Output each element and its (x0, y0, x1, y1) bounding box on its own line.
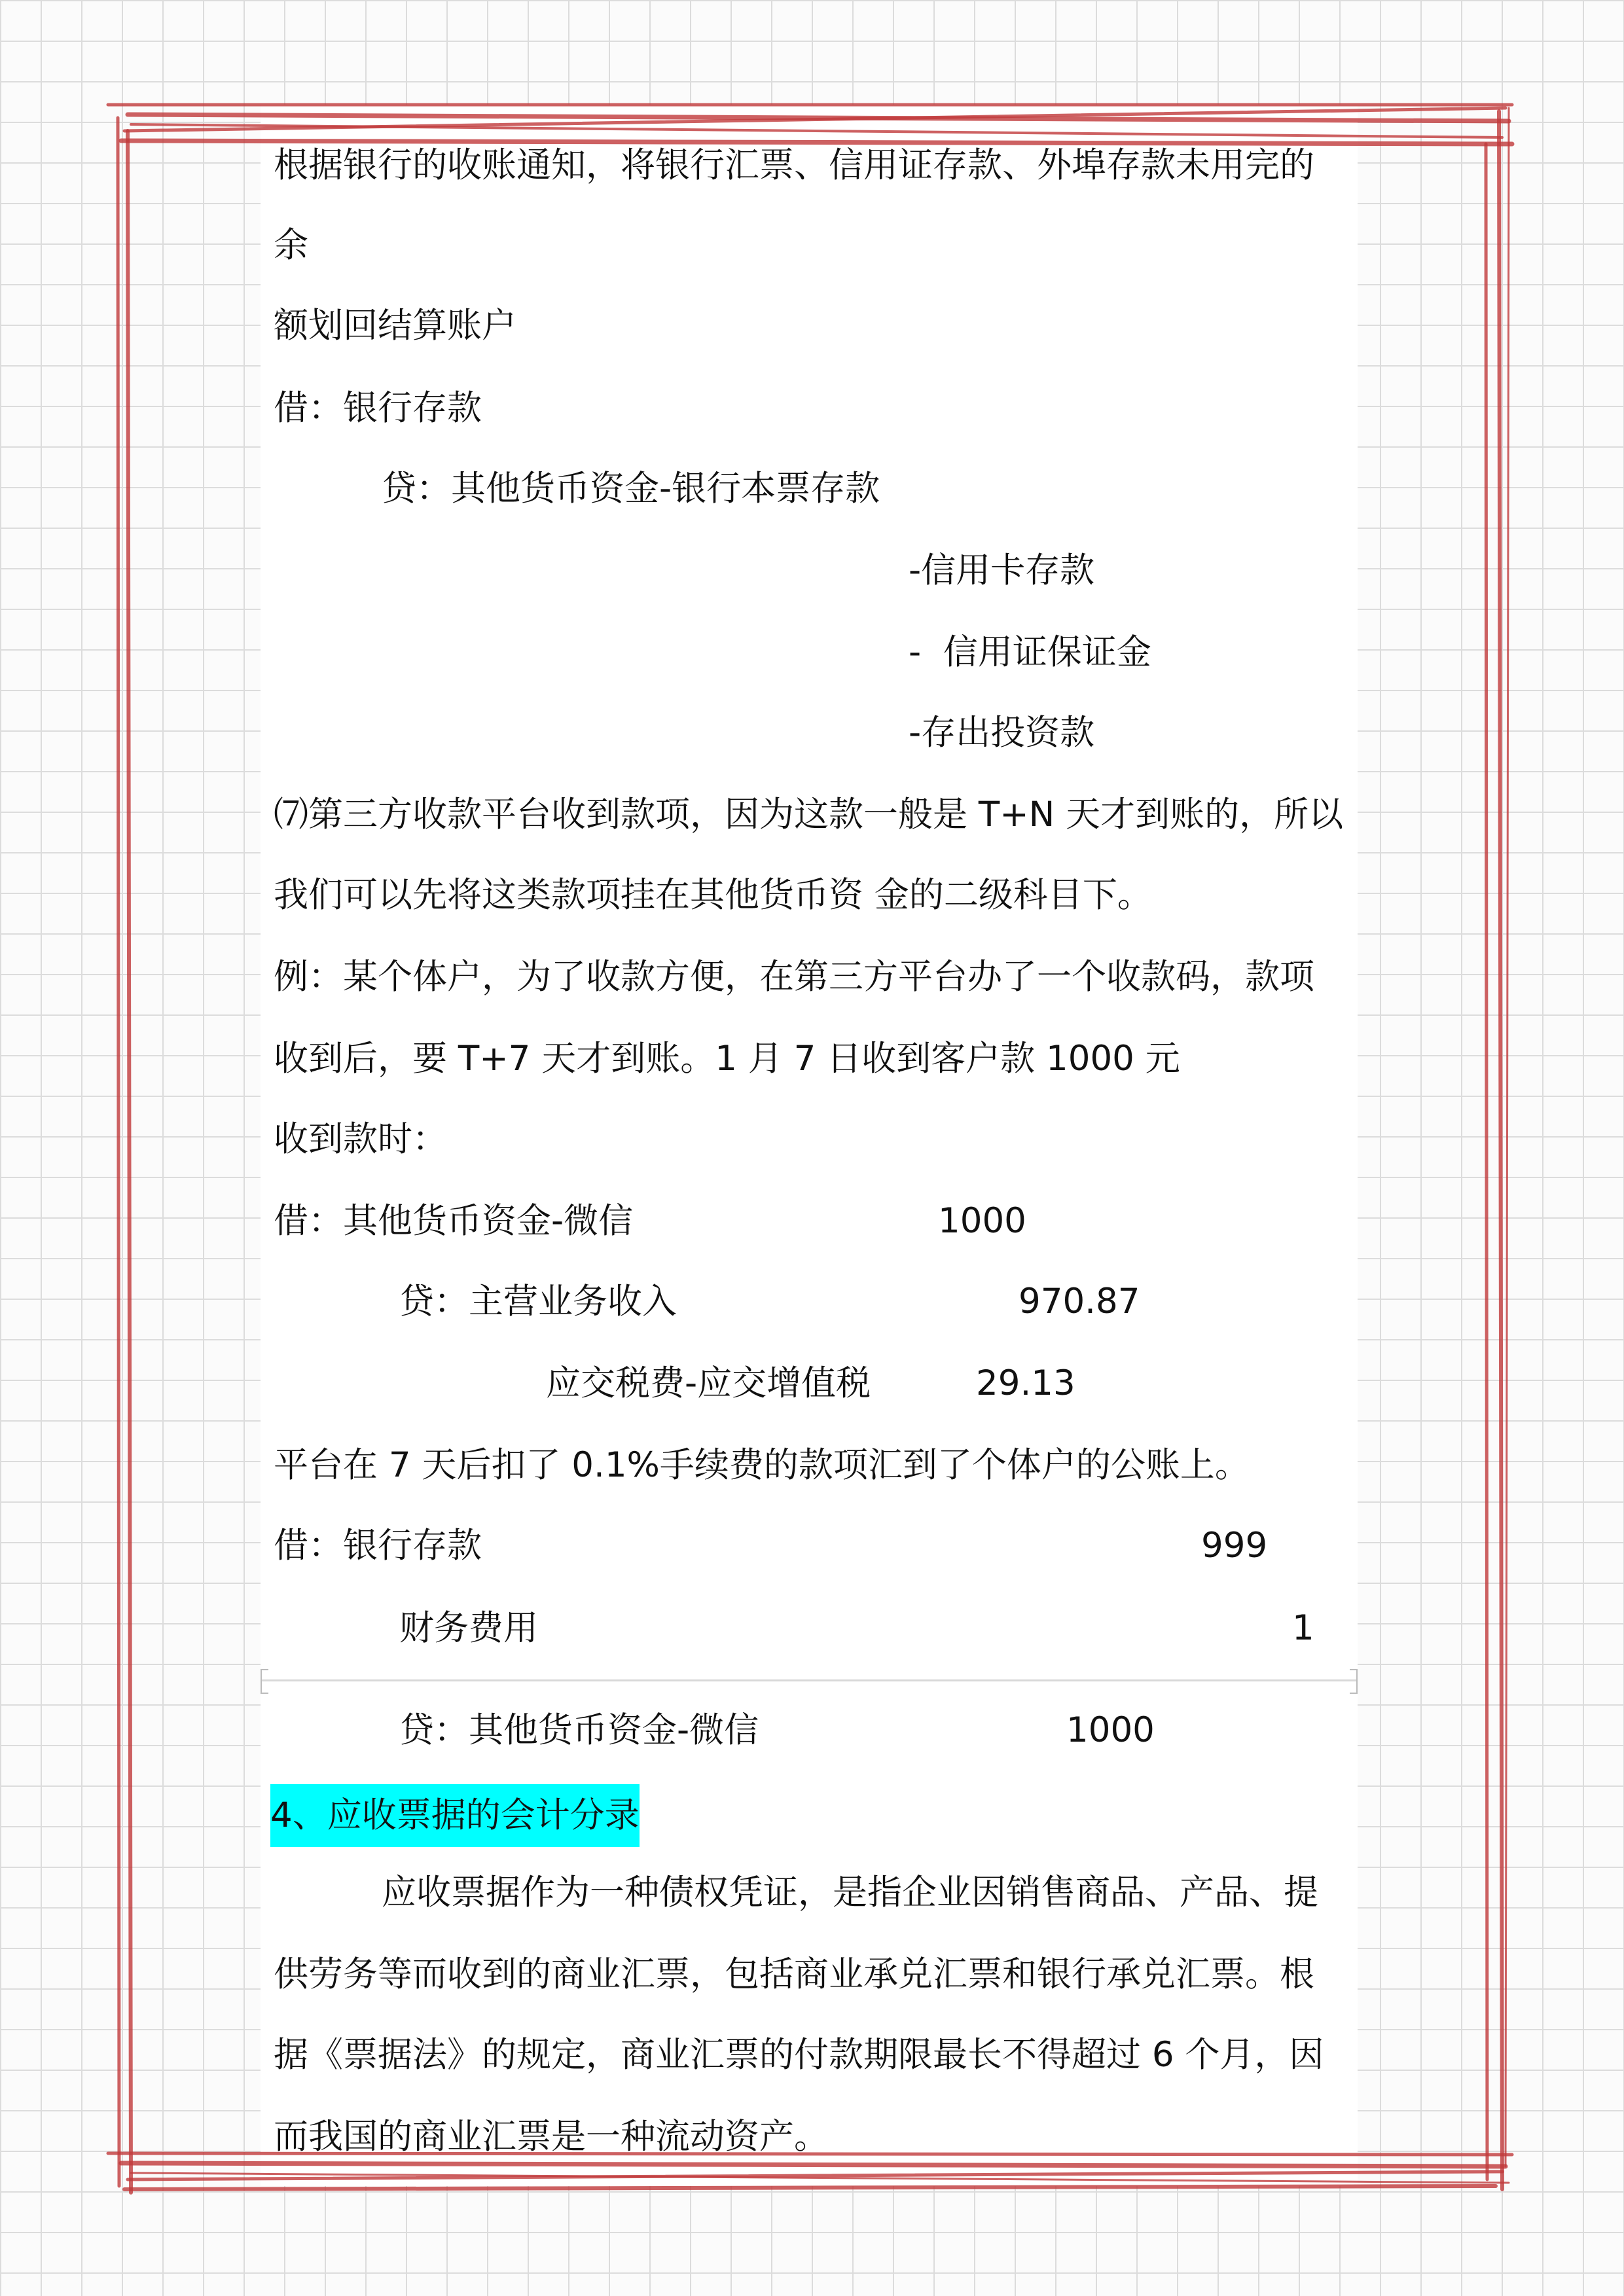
body-line: 供劳务等而收到的商业汇票，包括商业承兑汇票和银行承兑汇票。根 (274, 1954, 1314, 1994)
amount: 1000 (1066, 1710, 1155, 1750)
credit-subentry: 应交税费-应交增值税 (546, 1363, 871, 1403)
amount: 1 (1292, 1608, 1314, 1648)
body-line: 收到后，要 T+7 天才到账。1 月 7 日收到客户款 1000 元 (274, 1039, 1180, 1079)
credit-entry: 贷：主营业务收入 (399, 1282, 677, 1321)
amount: 1000 (938, 1201, 1026, 1241)
credit-entry: 贷：其他货币资金-微信 (399, 1710, 759, 1750)
amount: 999 (1201, 1526, 1268, 1566)
credit-subentry: -存出投资款 (909, 713, 1095, 753)
credit-entry: 贷：其他货币资金-银行本票存款 (382, 469, 880, 509)
body-line: 例：某个体户，为了收款方便，在第三方平台办了一个收款码，款项 (274, 957, 1314, 997)
body-line: 而我国的商业汇票是一种流动资产。 (274, 2117, 829, 2157)
debit-entry: 借：其他货币资金-微信 (274, 1201, 634, 1241)
body-line: 平台在 7 天后扣了 0.1%手续费的款项汇到了个体户的公账上。 (274, 1445, 1250, 1485)
body-line: 据《票据法》的规定，商业汇票的付款期限最长不得超过 6 个月，因 (274, 2035, 1324, 2075)
amount: 29.13 (976, 1363, 1075, 1403)
credit-subentry: - 信用证保证金 (909, 632, 1151, 672)
amount: 970.87 (1019, 1282, 1140, 1321)
body-line: ⑺第三方收款平台收到款项，因为这款一般是 T+N 天才到账的，所以 (274, 795, 1344, 834)
debit-entry: 借：银行存款 (274, 1526, 482, 1566)
credit-subentry: -信用卡存款 (909, 550, 1095, 590)
debit-entry: 借：银行存款 (274, 388, 482, 428)
body-line: 我们可以先将这类款项挂在其他货币资 金的二级科目下。 (274, 875, 1152, 915)
body-line: 余 (274, 225, 308, 265)
body-line: 根据银行的收账通知，将银行汇票、信用证存款、外埠存款未用完的 (274, 145, 1314, 185)
debit-subentry: 财务费用 (399, 1608, 538, 1648)
body-line: 收到款时： (274, 1119, 447, 1159)
section-heading: 4、应收票据的会计分录 (270, 1784, 640, 1847)
body-line: 额划回结算账户 (274, 306, 516, 346)
body-line: 应收票据作为一种债权凭证，是指企业因销售商品、产品、提 (382, 1873, 1318, 1912)
